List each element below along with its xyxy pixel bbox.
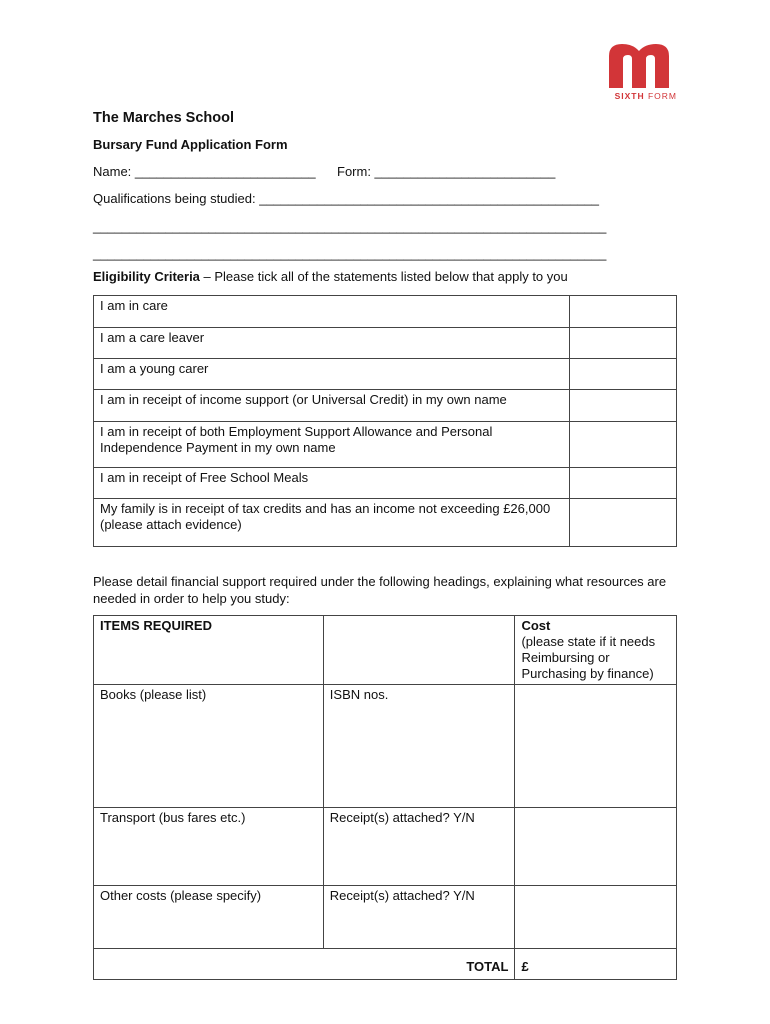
table-row <box>94 949 677 980</box>
item-label: Other costs (please specify) <box>94 886 324 949</box>
qualifications-field[interactable]: Qualifications being studied: _______________________________________________ <box>93 191 600 206</box>
table-row <box>94 359 677 390</box>
total-label: TOTAL <box>94 949 515 980</box>
qualifications-line-3[interactable]: _______________________________________________________________________ <box>93 246 607 261</box>
tick-box[interactable] <box>569 499 676 547</box>
item-label: Books (please list) <box>94 685 324 808</box>
school-name: The Marches School <box>93 110 235 126</box>
tick-box[interactable] <box>569 422 676 468</box>
qualifications-line-2[interactable]: _______________________________________________________________________ <box>93 219 607 234</box>
statement-text: I am a care leaver <box>94 328 570 359</box>
tick-box[interactable] <box>569 390 676 422</box>
support-intro: Please detail financial support required under the following headings, explaining what resources are needed in order to help you study: <box>93 574 667 606</box>
statement-text: My family is in receipt of tax credits and has an income not exceeding £26,000 (please attach evidence) <box>94 499 570 547</box>
item-detail[interactable]: ISBN nos. <box>323 685 515 808</box>
item-detail[interactable]: Receipt(s) attached? Y/N <box>323 886 515 949</box>
items-table <box>93 615 677 980</box>
tick-box[interactable] <box>569 359 676 390</box>
table-row <box>94 685 677 808</box>
table-row <box>94 422 677 468</box>
statement-text: I am in receipt of Free School Meals <box>94 468 570 499</box>
sixth-form-logo <box>605 42 677 102</box>
item-label: Transport (bus fares etc.) <box>94 808 324 886</box>
cost-note: (please state if it needs Reimbursing or Purchasing by finance) <box>521 634 656 681</box>
statement-text: I am in receipt of income support (or Universal Credit) in my own name <box>94 390 570 422</box>
form-field[interactable]: Form: _________________________ <box>337 164 556 179</box>
statement-text: I am in care <box>94 296 570 328</box>
table-row <box>94 808 677 886</box>
header-blank-cell <box>323 616 515 685</box>
m-logo-icon <box>605 42 677 88</box>
table-row <box>94 886 677 949</box>
table-row <box>94 390 677 422</box>
tick-box[interactable] <box>569 468 676 499</box>
cost-header <box>515 616 677 685</box>
tick-box[interactable] <box>569 296 676 328</box>
table-row <box>94 296 677 328</box>
table-row <box>94 328 677 359</box>
name-field[interactable]: Name: _________________________ <box>93 164 316 179</box>
table-row <box>94 468 677 499</box>
cost-cell[interactable] <box>515 886 677 949</box>
statement-text: I am in receipt of both Employment Support Allowance and Personal Independence Payment in my own name <box>94 422 570 468</box>
cost-cell[interactable] <box>515 808 677 886</box>
tick-box[interactable] <box>569 328 676 359</box>
logo-wordmark: SIXTH FORM <box>614 91 677 101</box>
eligibility-table <box>93 295 677 547</box>
item-detail[interactable]: Receipt(s) attached? Y/N <box>323 808 515 886</box>
total-amount[interactable]: £ <box>515 949 677 980</box>
cost-title: Cost <box>521 618 551 633</box>
table-row <box>94 616 677 685</box>
table-row <box>94 499 677 547</box>
statement-text: I am a young carer <box>94 359 570 390</box>
eligibility-heading: Eligibility Criteria – Please tick all of the statements listed below that apply to you <box>93 269 568 284</box>
cost-cell[interactable] <box>515 685 677 808</box>
items-required-header: ITEMS REQUIRED <box>94 616 324 685</box>
form-title: Bursary Fund Application Form <box>93 137 288 152</box>
